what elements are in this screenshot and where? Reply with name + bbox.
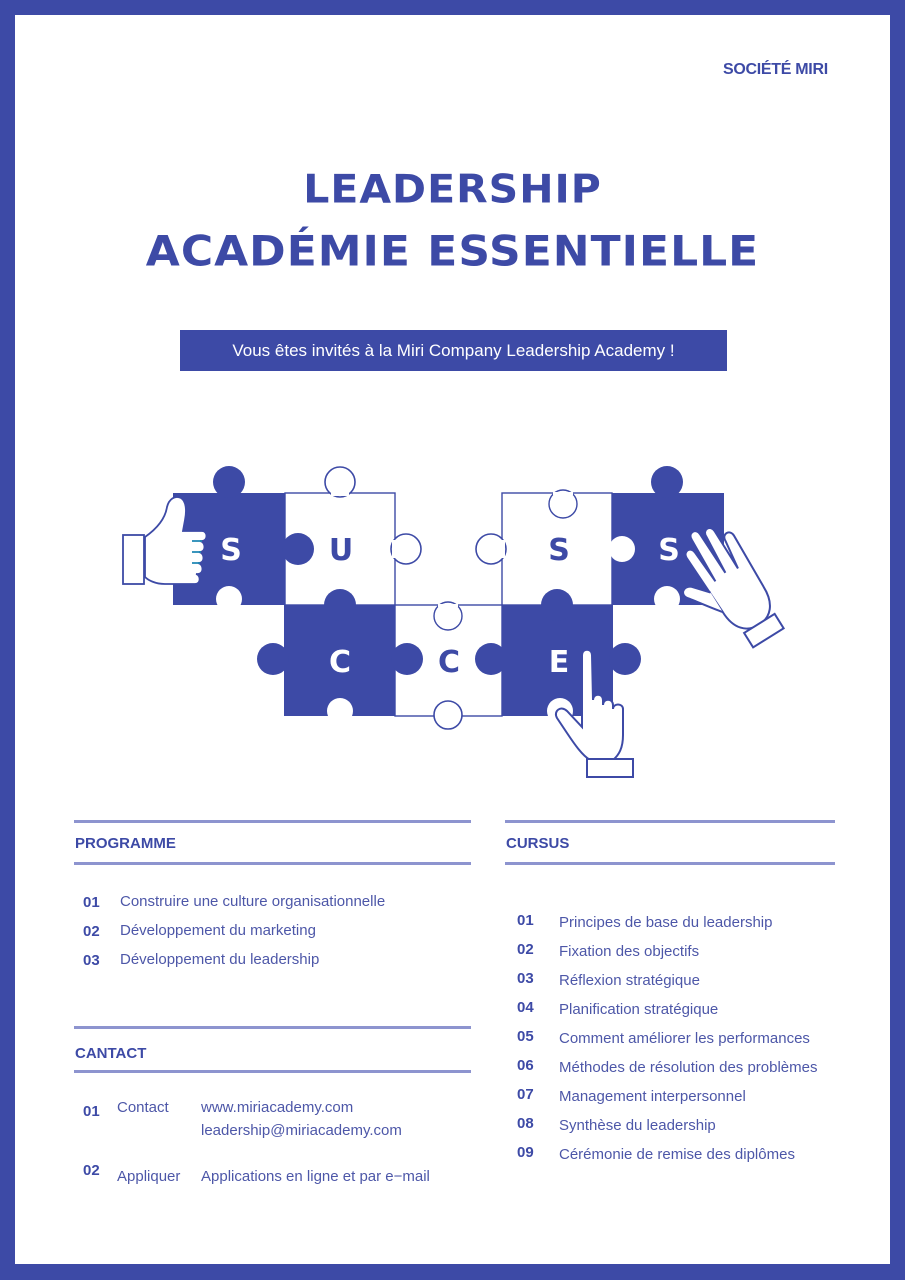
title-line-1: LEADERSHIP — [303, 166, 602, 212]
letter-e: E — [548, 645, 570, 680]
letter-s1: S — [220, 533, 242, 568]
programme-title: PROGRAMME — [75, 835, 176, 852]
success-puzzle-illustration — [15, 15, 890, 815]
programme-rule-bottom — [74, 862, 471, 865]
letter-s3: S — [548, 533, 570, 568]
contact-rule-bottom — [74, 1070, 471, 1073]
cursus-rule-top — [505, 820, 835, 823]
apply-label: Appliquer — [117, 1168, 181, 1185]
invitation-text: Vous êtes invités à la Miri Company Leadership Academy ! — [232, 340, 675, 360]
poster-page: SOCIÉTÉ MIRI LEADERSHIP ACADÉMIE ESSENTIELLE Vous êtes invités à la Miri Company Leadership Academy ! S U C C E S S PROGRAMME 01 Construire une culture organisationnelle 02 Développement du marketing 03 Développement du leadership CANTACT 01 Contact www.miriacademy.com leadership@miriacademy.com 02 Appliquer Applications en ligne et par e−mail CURSUS 01 Principes de base du leadership 02 Fixation des objectifs 03 Réflexion stratégique 04 Planification stratégique 05 Comment améliorer les performances 06 Méthodes de résolution des problèmes 07 Management interpersonnel 08 Synthèse du leadership 09 Cérémonie de remise des diplômes — [15, 15, 890, 1264]
contact-rule-top — [74, 1026, 471, 1029]
apply-text: Applications en ligne et par e−mail — [201, 1168, 430, 1185]
puzzle-piece-e — [502, 589, 641, 724]
puzzle-piece-s3 — [476, 490, 612, 605]
letter-c2: C — [437, 645, 461, 680]
contact-label: Contact — [117, 1099, 169, 1116]
company-name: SOCIÉTÉ MIRI — [723, 61, 828, 78]
cursus-rule-bottom — [505, 862, 835, 865]
letter-s4: S — [658, 533, 680, 568]
letter-c1: C — [328, 645, 352, 680]
contact-title: CANTACT — [75, 1045, 147, 1062]
cursus-title: CURSUS — [506, 835, 570, 852]
email-link[interactable]: leadership@miriacademy.com — [201, 1122, 402, 1139]
website-link[interactable]: www.miriacademy.com — [201, 1099, 354, 1116]
letter-u: U — [328, 533, 354, 568]
programme-rule-top — [74, 820, 471, 823]
title-line-2: ACADÉMIE ESSENTIELLE — [145, 227, 760, 276]
puzzle-piece-c1 — [257, 589, 395, 724]
